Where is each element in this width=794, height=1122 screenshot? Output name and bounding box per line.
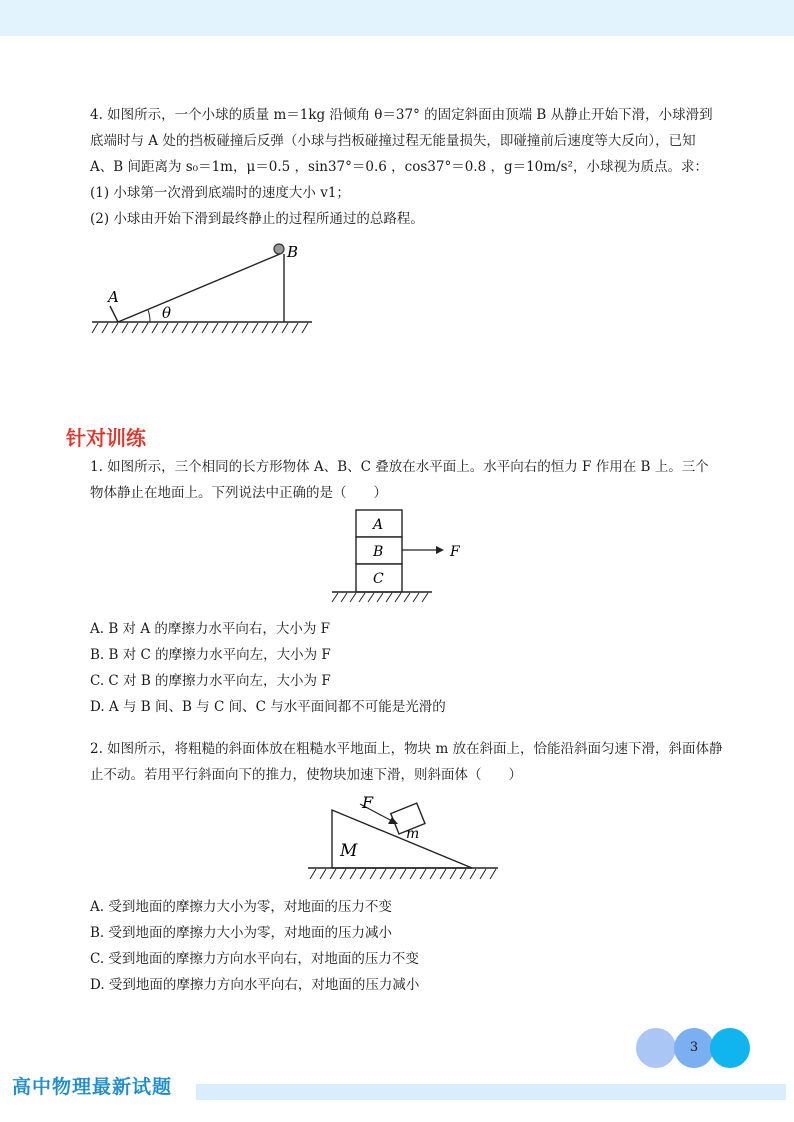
page-number: 3 [689,1040,699,1055]
label-a: A [108,288,119,306]
badge-circle-1 [636,1028,676,1068]
t1-option-b: B. B 对 C 的摩擦力水平向左，大小为 F [90,647,331,663]
label-f: F [362,793,374,812]
section-title: 针对训练 [66,426,146,450]
force-arrow-head [436,546,444,554]
badge-circle-3 [710,1028,750,1068]
incline-surface [118,254,280,322]
t2-line-1: 2. 如图所示，将粗糙的斜面体放在粗糙水平地面上，物块 m 放在斜面上，恰能沿斜面匀速下滑，斜面体静 [90,741,723,757]
label-f: F [450,544,460,560]
ground-hatching [92,323,308,333]
label-b: B [287,243,299,261]
label-m: m [406,826,420,842]
barrier-a [110,306,118,322]
t1-option-d: D. A 与 B 间、B 与 C 间、C 与水平面间都不可能是光滑的 [90,699,446,715]
ground-hatching [310,869,496,879]
label-a: A [373,517,384,533]
q4-line-2: 底端时与 A 处的挡板碰撞后反弹（小球与挡板碰撞过程无能量损失，即碰撞前后速度等大反向），已知 [90,133,696,149]
stacked-blocks-diagram [326,506,466,610]
page-number-badge [636,1028,756,1068]
t1-line-1: 1. 如图所示，三个相同的长方形物体 A、B、C 叠放在水平面上。水平向右的恒力 F 作用在 B 上。三个 [90,459,709,475]
q4-line-3: A、B 间距离为 s₀＝1m，μ＝0.5 ，sin37°＝0.6 ，cos37°＝0.8 ，g＝10m/s²，小球视为质点。求： [90,159,708,175]
t1-option-a: A. B 对 A 的摩擦力水平向右，大小为 F [90,621,331,637]
q4-sub-2: (2) 小球由开始下滑到最终静止的过程所通过的总路程。 [90,211,424,227]
label-c: C [373,571,384,587]
t1-option-c: C. C 对 B 的摩擦力水平向左，大小为 F [90,673,331,689]
t1-line-2: 物体静止在地面上。下列说法中正确的是（ ） [90,485,387,501]
incline-ball-diagram [88,236,318,344]
label-theta: θ [162,304,172,322]
wedge-block-diagram [302,788,502,888]
q4-line-1: 4. 如图所示，一个小球的质量 m＝1kg 沿倾角 θ＝37° 的固定斜面由顶端 B 从静止开始下滑，小球滑到 [90,107,713,123]
t2-option-c: C. 受到地面的摩擦力方向水平向右，对地面的压力不变 [90,951,419,967]
footer-logo: 高中物理最新试题 [12,1076,173,1098]
t2-option-a: A. 受到地面的摩擦力大小为零，对地面的压力不变 [90,899,392,915]
t2-option-b: B. 受到地面的摩擦力大小为零，对地面的压力减小 [90,925,393,941]
header-band [0,0,794,36]
label-b: B [373,544,384,560]
ground-hatching [332,593,428,602]
t2-line-2: 止不动。若用平行斜面向下的推力，使物块加速下滑，则斜面体（ ） [90,767,522,783]
label-big-m: M [340,841,358,861]
footer-band [196,1084,786,1100]
angle-arc [148,310,150,322]
q4-sub-1: (1) 小球第一次滑到底端时的速度大小 v1； [90,185,350,201]
ball [274,244,284,254]
t2-option-d: D. 受到地面的摩擦力方向水平向右，对地面的压力减小 [90,977,420,993]
